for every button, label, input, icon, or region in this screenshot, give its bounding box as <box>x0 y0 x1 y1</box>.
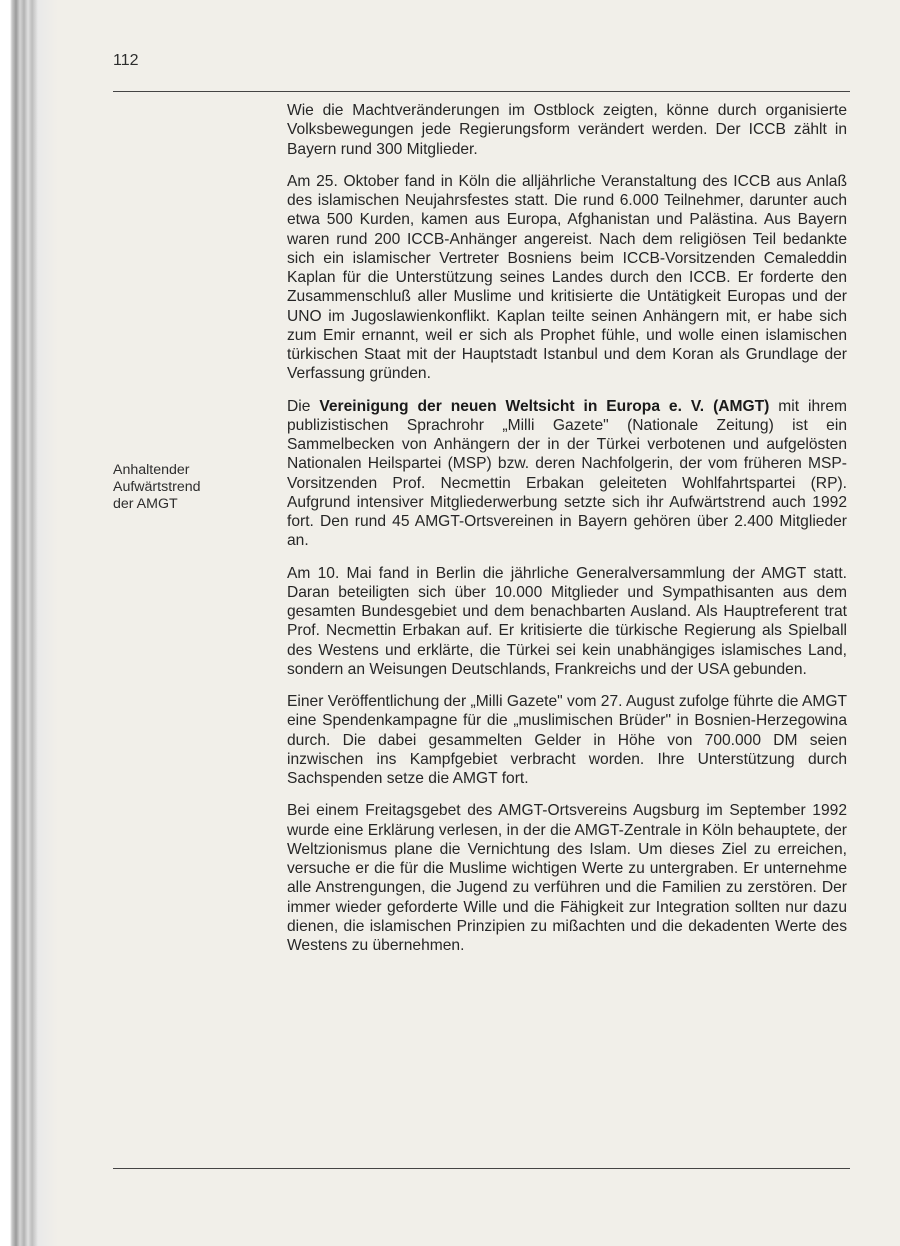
margin-note <box>113 462 263 513</box>
paragraph: Am 10. Mai fand in Berlin die jährliche Generalversammlung der AMGT statt. Daran beteiligten sich über 10.000 Mitglieder und Sympathisanten aus dem gesamten Bundesgebiet und dem benachbarten Ausland. Als Hauptreferent trat Prof. Necmettin Erbakan auf. Er kritisierte die türkische Regierung als Spielball des Westens und erklärte, die Türkei sei kein unabhängiges islamisches Land, sondern an Weisungen Deutschlands, Frankreichs und der USA gebunden. <box>287 564 847 678</box>
body-text <box>287 101 847 968</box>
margin-note-line: Anhaltender <box>113 462 190 478</box>
paragraph: Wie die Machtveränderungen im Ostblock zeigten, könne durch organisierte Volksbewegungen jede Regierungsform verändert werden. Der ICCB zählt in Bayern rund 300 Mitglieder. <box>287 102 847 158</box>
paragraph: Einer Veröffentlichung der „Milli Gazete" vom 27. August zufolge führte die AMGT eine Spendenkampagne für die „muslimischen Brüder" in Bosnien-Herzegowina durch. Die dabei gesammelten Gelder in Höhe von 700.000 DM seien inzwischen ins Kampfgebiet verbracht worden. Ihre Unterstützung durch Sachspenden setze die AMGT fort. <box>287 693 847 787</box>
margin-note-line: Aufwärtstrend <box>113 479 201 495</box>
top-rule <box>113 91 850 92</box>
paragraph-prefix: Die <box>287 397 320 415</box>
page-number: 112 <box>113 52 139 69</box>
paragraph: Am 25. Oktober fand in Köln die alljährliche Veranstaltung des ICCB aus Anlaß des islamischen Neujahrsfestes statt. Die rund 6.000 Teilnehmer, darunter auch etwa 500 Kurden, kamen aus Europa, Afghanistan und Palästina. Aus Bayern waren rund 200 ICCB-Anhänger angereist. Nach dem religiösen Teil bedankte sich ein islamischer Vertreter Bosniens beim ICCB-Vorsitzenden Cemaleddin Kaplan für die Unterstützung seines Landes durch den ICCB. Er forderte den Zusammenschluß aller Muslime und kritisierte die Untätigkeit Europas und der UNO im Jugoslawienkonflikt. Kaplan teilte seinen Anhängern mit, er habe sich zum Emir ernannt, weil er sich als Prophet fühle, und wolle einen islamischen türkischen Staat mit der Hauptstadt Istanbul und dem Koran als Grundlage der Verfassung gründen. <box>287 172 847 383</box>
paragraph: Bei einem Freitagsgebet des AMGT-Ortsvereins Augsburg im September 1992 wurde eine Erklärung verlesen, in der die AMGT-Zentrale in Köln behauptete, der Weltzionismus plane die Vernichtung des Islam. Um dieses Ziel zu erreichen, versuche er die für die Muslime wichtigen Werte zu untergraben. Er unternehme alle Anstrengungen, die Jugend zu verführen und die Familien zu zerstören. Der immer wieder geforderte Wille und die Fähigkeit zur Integration sollten nur dazu dienen, die islamischen Prinzipien zu mißachten und die dekadenten Werte des Westens zu übernehmen. <box>287 802 847 954</box>
paragraph <box>287 397 847 551</box>
bottom-rule <box>113 1168 850 1169</box>
margin-note-line: der AMGT <box>113 496 178 512</box>
paragraph-text: mit ihrem publizistischen Sprachrohr „Milli Gazete" (Nationale Zeitung) ist ein Sammelbecken von Anhängern der in der Türkei verbotenen und aufgelösten Nationalen Heilspartei (MSP) bzw. deren Nachfolgerin, der vom früheren MSP-Vorsitzenden Prof. Necmettin Erbakan geleiteten Wohlfahrtspartei (RP). Aufgrund intensiver Mitgliederwerbung setzte sich ihr Aufwärtstrend auch 1992 fort. Den rund 45 AMGT-Ortsvereinen in Bayern gehören über 2.400 Mitglieder an. <box>287 397 848 550</box>
book-binding-edge <box>0 0 58 1246</box>
organization-name-bold: Vereinigung der neuen Weltsicht in Europa e. V. (AMGT) <box>319 397 770 415</box>
